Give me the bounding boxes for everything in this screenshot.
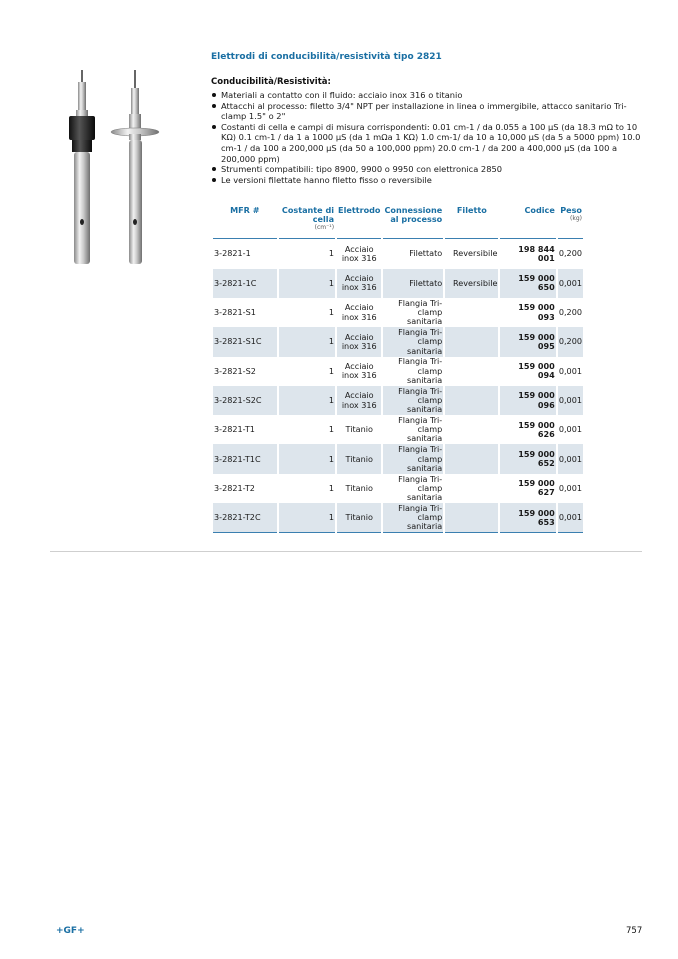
table-row: [213, 269, 583, 298]
cell-connessione: Flangia Tri-clamp sanitaria: [383, 503, 443, 533]
header-costante: Costante di cella (cm⁻¹): [279, 206, 335, 239]
cell-filetto: [445, 298, 498, 327]
cell-codice: 159 000 626: [518, 419, 555, 439]
header-connessione: Connessione al processo: [383, 206, 443, 239]
table-row: [213, 386, 583, 415]
cell-elettrodo: Acciaio inox 316: [341, 243, 377, 264]
cell-costante: 1: [328, 248, 335, 259]
cell-filetto: [445, 474, 498, 503]
cell-filetto: [445, 327, 498, 356]
header-codice: Codice: [500, 206, 555, 239]
cell-mfr: 3-2821-T2: [214, 482, 255, 493]
cell-peso: 0,001: [558, 444, 583, 473]
cell-elettrodo: Titanio: [345, 424, 373, 435]
cell-elettrodo: Titanio: [337, 444, 381, 473]
cell-codice: 198 844 001: [518, 243, 555, 264]
cell-codice: 159 000 096: [500, 386, 555, 415]
gf-logo: +GF+: [56, 926, 85, 936]
table-row: [213, 503, 583, 533]
cell-connessione: Flangia Tri-clamp sanitaria: [398, 415, 443, 444]
feature-item: Attacchi al processo: filetto 3/4" NPT per installazione in linea o immergibile, attacco sanitario Tri-clamp 1.5" o 2": [211, 101, 643, 122]
cell-costante: 1: [279, 386, 335, 415]
cell-mfr: 3-2821-S2: [214, 365, 256, 376]
cell-codice: 159 000 653: [500, 503, 555, 533]
cell-filetto: [445, 386, 498, 415]
cell-elettrodo: Titanio: [337, 503, 381, 533]
table-row: [213, 444, 583, 473]
table-row: [213, 474, 583, 503]
feature-list: [211, 90, 643, 185]
cell-peso: 0,001: [558, 424, 582, 435]
table-row: [213, 298, 583, 327]
cell-elettrodo: Acciaio inox 316: [341, 302, 377, 322]
table-row: [213, 357, 583, 386]
cell-costante: 1: [328, 482, 335, 493]
cell-mfr: 3-2821-T2C: [213, 503, 277, 533]
cell-mfr: 3-2821-1: [214, 248, 251, 259]
cell-filetto: [445, 415, 498, 444]
page-title: Elettrodi di conducibilità/resistività tipo 2821: [211, 52, 442, 62]
cell-costante: 1: [279, 327, 335, 356]
cell-codice: 159 000 627: [518, 478, 555, 498]
cell-codice: 159 000 094: [518, 361, 555, 381]
table-row: [213, 239, 583, 268]
cell-codice: 159 000 652: [500, 444, 555, 473]
cell-mfr: 3-2821-S2C: [213, 386, 277, 415]
cell-peso: 0,200: [558, 248, 582, 259]
cell-mfr: 3-2821-T1C: [213, 444, 277, 473]
product-table: [211, 206, 585, 533]
header-peso: Peso (kg): [558, 206, 583, 239]
cell-filetto: [445, 357, 498, 386]
cell-peso: 0,200: [558, 307, 582, 318]
table-row: [213, 415, 583, 444]
cell-peso: 0,001: [558, 365, 582, 376]
cell-peso: 0,200: [558, 327, 583, 356]
cell-costante: 1: [328, 365, 335, 376]
cell-connessione: Flangia Tri-clamp sanitaria: [383, 444, 443, 473]
cell-mfr: 3-2821-S1: [214, 307, 256, 318]
page-number: 757: [626, 926, 643, 936]
cell-connessione: Flangia Tri-clamp sanitaria: [398, 473, 443, 503]
header-costante-unit: (cm⁻¹): [314, 224, 335, 232]
feature-item: Materiali a contatto con il fluido: acciaio inox 316 o titanio: [211, 90, 643, 101]
cell-elettrodo: Acciaio inox 316: [337, 386, 381, 415]
cell-connessione: Flangia Tri-clamp sanitaria: [398, 356, 443, 385]
cell-connessione: Flangia Tri-clamp sanitaria: [398, 297, 443, 327]
header-peso-unit: (kg): [570, 215, 582, 223]
cell-costante: 1: [279, 503, 335, 533]
cell-filetto: [445, 503, 498, 533]
cell-costante: 1: [328, 424, 335, 435]
cell-costante: 1: [279, 444, 335, 473]
cell-filetto: [445, 444, 498, 473]
header-filetto: Filetto: [445, 206, 498, 239]
electrodes-photo: [55, 70, 165, 270]
section-divider: [50, 551, 642, 552]
section-subheading: Conducibilità/Resistività:: [211, 77, 331, 87]
cell-mfr: 3-2821-T1: [214, 424, 255, 435]
cell-connessione: Flangia Tri-clamp sanitaria: [383, 327, 443, 356]
cell-filetto: Reversibile: [445, 269, 498, 298]
cell-elettrodo: Acciaio inox 316: [337, 327, 381, 356]
cell-costante: 1: [279, 269, 335, 298]
cell-peso: 0,001: [558, 482, 582, 493]
cell-elettrodo: Acciaio inox 316: [341, 361, 377, 381]
cell-elettrodo: Titanio: [345, 482, 373, 493]
table-header-row: [213, 206, 583, 239]
cell-codice: 159 000 650: [500, 269, 555, 298]
feature-item: Le versioni filettate hanno filetto fisso o reversibile: [211, 175, 643, 186]
feature-item: Costanti di cella e campi di misura corrispondenti: 0.01 cm-1 / da 0.055 a 100 µS (da 18.3 mΩ to 10 KΩ) 0.1 cm-1 / da 1 a 1000 µS (da 1 mΩa 1 KΩ) 1.0 cm-1/ da 10 a 10,000 µS (da 5 a 5000 ppm) 10.0 cm-1 / da 100 a 200,000 µS (da 50 a 100,000 ppm) 20.0 cm-1 / da 200 a 400,000 µS (da 100 a 200,000 ppm): [211, 122, 643, 164]
cell-elettrodo: Acciaio inox 316: [337, 269, 381, 298]
cell-connessione: Filettato: [383, 269, 443, 298]
cell-mfr: 3-2821-S1C: [213, 327, 277, 356]
header-mfr: MFR #: [213, 206, 277, 239]
cell-codice: 159 000 095: [500, 327, 555, 356]
feature-item: Strumenti compatibili: tipo 8900, 9900 o 9950 con elettronica 2850: [211, 164, 643, 175]
cell-connessione: Filettato: [409, 248, 443, 259]
cell-codice: 159 000 093: [518, 302, 555, 322]
cell-peso: 0,001: [558, 503, 583, 533]
table-row: [213, 327, 583, 356]
cell-peso: 0,001: [558, 386, 583, 415]
cell-connessione: Flangia Tri-clamp sanitaria: [383, 386, 443, 415]
cell-mfr: 3-2821-1C: [213, 269, 277, 298]
header-elettrodo: Elettrodo: [337, 206, 381, 239]
cell-filetto: Reversibile: [453, 248, 498, 259]
cell-peso: 0,001: [558, 269, 583, 298]
cell-costante: 1: [328, 307, 335, 318]
